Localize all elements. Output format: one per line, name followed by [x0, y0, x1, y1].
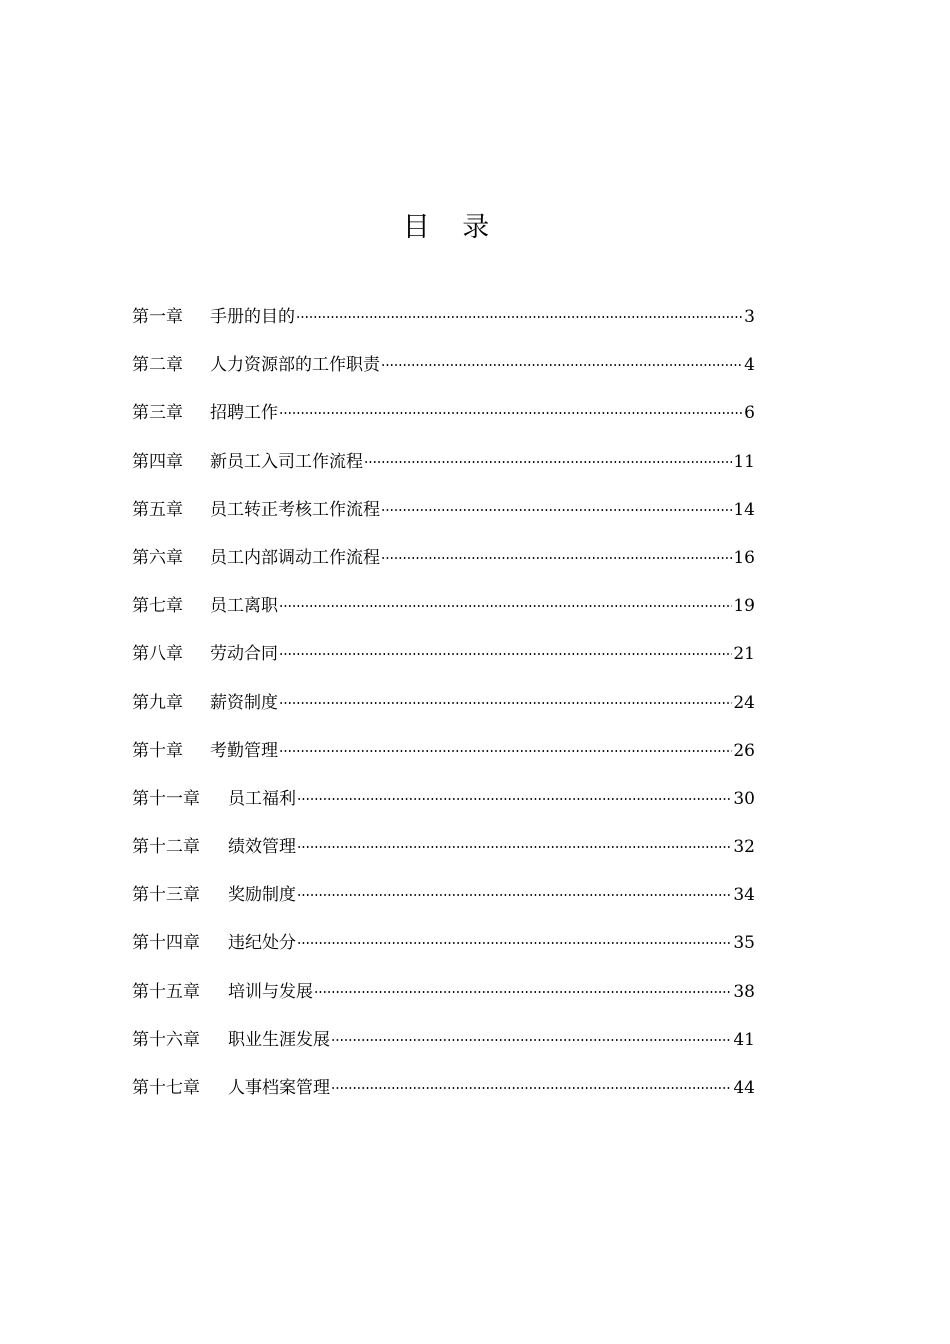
dot-leader [381, 557, 732, 559]
chapter-title: 职业生涯发展 [228, 1029, 330, 1050]
chapter-number: 第十二章 [132, 837, 200, 858]
page-number: 3 [744, 307, 755, 327]
dot-leader [331, 1039, 732, 1041]
dot-leader [314, 991, 732, 993]
chapter-number: 第十四章 [132, 933, 200, 954]
dot-leader [381, 509, 732, 511]
dot-leader [381, 364, 743, 366]
chapter-number: 第四章 [132, 451, 183, 472]
dot-leader [297, 894, 732, 896]
chapter-title: 培训与发展 [228, 981, 313, 1002]
chapter-title: 人事档案管理 [228, 1078, 330, 1098]
page-number: 11 [733, 451, 755, 472]
chapter-title: 劳动合同 [210, 644, 278, 665]
chapter-title: 违纪处分 [228, 933, 296, 954]
chapter-number: 第七章 [132, 596, 183, 617]
toc-entry-13[interactable] [132, 880, 755, 928]
dot-leader [279, 412, 743, 414]
chapter-number: 第十三章 [132, 885, 200, 906]
dot-leader [279, 702, 732, 704]
dot-leader [296, 316, 743, 318]
dot-leader [297, 846, 732, 848]
toc-entry-1[interactable] [132, 302, 755, 350]
chapter-title: 考勤管理 [210, 740, 278, 761]
page-number: 16 [733, 547, 755, 568]
chapter-title: 人力资源部的工作职责 [210, 355, 380, 376]
toc-entry-8[interactable] [132, 639, 755, 687]
toc-entry-17[interactable] [132, 1073, 755, 1121]
page-number: 44 [733, 1078, 755, 1098]
chapter-title: 薪资制度 [210, 692, 278, 713]
toc-entry-2[interactable] [132, 350, 755, 398]
toc-entry-5[interactable] [132, 495, 755, 543]
chapter-number: 第十一章 [132, 788, 200, 809]
chapter-number: 第二章 [132, 355, 183, 376]
page-number: 35 [733, 933, 755, 954]
toc-entry-11[interactable] [132, 784, 755, 832]
chapter-title: 奖励制度 [228, 885, 296, 906]
toc-entry-10[interactable] [132, 736, 755, 784]
chapter-number: 第五章 [132, 499, 183, 520]
toc-entry-6[interactable] [132, 543, 755, 591]
dot-leader [331, 1087, 732, 1089]
chapter-title: 员工内部调动工作流程 [210, 547, 380, 568]
page-number: 26 [733, 740, 755, 761]
toc-entry-7[interactable] [132, 591, 755, 639]
toc-entry-16[interactable] [132, 1025, 755, 1073]
chapter-title: 招聘工作 [210, 403, 278, 424]
toc-entry-3[interactable] [132, 398, 755, 446]
dot-leader [297, 798, 732, 800]
page-number: 41 [733, 1029, 755, 1050]
chapter-number: 第八章 [132, 644, 183, 665]
chapter-number: 第十六章 [132, 1029, 200, 1050]
chapter-number: 第十章 [132, 740, 183, 761]
page-number: 4 [744, 355, 755, 376]
page-number: 32 [733, 837, 755, 858]
chapter-title: 员工福利 [228, 788, 296, 809]
chapter-number: 第六章 [132, 547, 183, 568]
dot-leader [297, 942, 732, 944]
dot-leader [279, 750, 732, 752]
page-number: 6 [744, 403, 755, 424]
toc-entry-9[interactable] [132, 688, 755, 736]
toc-entry-15[interactable] [132, 977, 755, 1025]
chapter-title: 员工离职 [210, 596, 278, 617]
toc-entry-12[interactable] [132, 832, 755, 880]
chapter-number: 第十七章 [132, 1078, 200, 1098]
toc-entry-4[interactable] [132, 447, 755, 495]
chapter-title: 新员工入司工作流程 [210, 451, 363, 472]
chapter-title: 手册的目的 [210, 307, 295, 327]
page-number: 24 [733, 692, 755, 713]
page-number: 21 [733, 644, 755, 665]
page-number: 34 [733, 885, 755, 906]
page-number: 38 [733, 981, 755, 1002]
chapter-number: 第十五章 [132, 981, 200, 1002]
chapter-number: 第九章 [132, 692, 183, 713]
page-number: 30 [733, 788, 755, 809]
toc-title: 目 录 [402, 212, 502, 243]
dot-leader [279, 653, 732, 655]
dot-leader [364, 461, 732, 463]
page-number: 19 [733, 596, 755, 617]
page-number: 14 [733, 499, 755, 520]
dot-leader [279, 605, 732, 607]
chapter-title: 员工转正考核工作流程 [210, 499, 380, 520]
toc-entry-14[interactable] [132, 928, 755, 976]
toc-list [132, 302, 755, 1121]
chapter-number: 第一章 [132, 307, 183, 327]
chapter-number: 第三章 [132, 403, 183, 424]
chapter-title: 绩效管理 [228, 837, 296, 858]
